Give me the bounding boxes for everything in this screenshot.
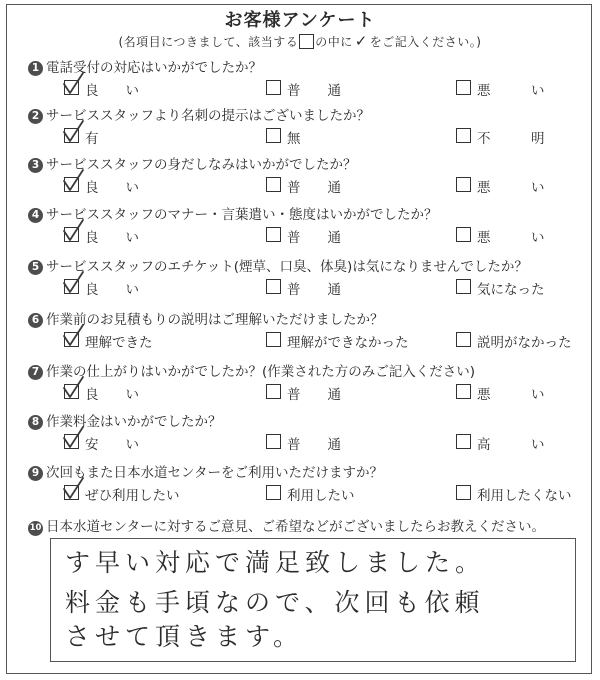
checkbox[interactable] — [456, 177, 471, 192]
checkbox[interactable] — [266, 279, 281, 294]
handwritten-check-icon — [61, 477, 85, 501]
option-label: 悪 い — [477, 180, 545, 196]
option-label: 良 い — [85, 180, 139, 196]
instruction-middle: の中に — [315, 35, 353, 49]
instruction-before: (名項目につきまして、該当する — [118, 35, 299, 49]
option-label: 悪 い — [477, 230, 545, 246]
option-label: 無 — [287, 131, 301, 147]
checkbox[interactable] — [266, 227, 281, 242]
question-7 — [28, 360, 588, 412]
question-text: サービススタッフより名刺の提示はございましたか？ — [46, 108, 370, 124]
checkbox[interactable] — [456, 128, 471, 143]
question-8 — [28, 410, 588, 462]
question-line — [28, 255, 528, 275]
question-number-badge: 10 — [28, 521, 43, 536]
checked-checkbox[interactable] — [64, 332, 79, 347]
question-1 — [28, 56, 588, 108]
checkbox[interactable] — [456, 434, 471, 449]
option-label: 良 い — [85, 230, 139, 246]
handwritten-check-icon — [61, 271, 85, 295]
question-text: 作業料金はいかがでしたか？ — [46, 414, 222, 430]
handwritten-check-icon — [61, 169, 85, 193]
handwritten-check-icon — [61, 219, 85, 243]
checked-checkbox[interactable] — [64, 384, 79, 399]
question-text: 電話受付の対応はいかがでしたか？ — [46, 60, 262, 76]
checkbox[interactable] — [266, 177, 281, 192]
option-label: 普 通 — [287, 437, 341, 453]
checkbox[interactable] — [266, 128, 281, 143]
question-6 — [28, 308, 588, 360]
question-5 — [28, 255, 588, 307]
option-label: 悪 い — [477, 83, 545, 99]
question-number-badge: 3 — [28, 158, 43, 173]
checkbox-sample-icon — [299, 34, 314, 49]
handwritten-check-icon — [61, 72, 85, 96]
comment-box[interactable] — [50, 538, 576, 662]
option-label: 良 い — [85, 83, 139, 99]
option-label: 利用したい — [287, 488, 355, 504]
option-label: 普 通 — [287, 180, 341, 196]
check-mark-icon: ✓ — [354, 32, 368, 50]
question-text: 次回もまた日本水道センターをご利用いただけますか？ — [46, 465, 383, 481]
handwritten-check-icon — [61, 426, 85, 450]
checked-checkbox[interactable] — [64, 80, 79, 95]
question-4 — [28, 203, 588, 255]
handwritten-comment-line: させて頂きます。 — [65, 622, 304, 651]
checkbox[interactable] — [456, 279, 471, 294]
checked-checkbox[interactable] — [64, 279, 79, 294]
handwritten-check-icon — [61, 376, 85, 400]
question-number-badge: 8 — [28, 415, 43, 430]
question-text: 作業前のお見積もりの説明はご理解いただけましたか？ — [46, 312, 384, 328]
option-label: 説明がなかった — [477, 335, 572, 351]
checked-checkbox[interactable] — [64, 434, 79, 449]
checkbox[interactable] — [266, 434, 281, 449]
option-label: 普 通 — [287, 230, 341, 246]
question-10 — [28, 515, 545, 536]
question-text: 作業の仕上がりはいかがでしたか？(作業された方のみご記入ください) — [46, 364, 476, 380]
question-number-badge: 9 — [28, 466, 43, 481]
checkbox[interactable] — [456, 384, 471, 399]
question-text: サービススタッフのエチケット(煙草、口臭、体臭)は気になりませんでしたか？ — [46, 259, 528, 275]
checkbox[interactable] — [266, 332, 281, 347]
option-label: 不 明 — [477, 131, 545, 147]
option-label: 安 い — [85, 437, 139, 453]
question-number-badge: 1 — [28, 61, 43, 76]
survey-title: お客様アンケート — [224, 10, 376, 31]
handwritten-comment-line: す早い対応で満足致しました。 — [65, 548, 486, 577]
checkbox[interactable] — [456, 227, 471, 242]
question-line — [28, 360, 475, 380]
instruction-after: をご記入ください。) — [369, 35, 482, 49]
checked-checkbox[interactable] — [64, 128, 79, 143]
checkbox[interactable] — [266, 80, 281, 95]
question-3 — [28, 153, 588, 205]
question-line — [28, 203, 438, 223]
question-number-badge: 7 — [28, 365, 43, 380]
question-number-badge: 6 — [28, 313, 43, 328]
option-label: 理解ができなかった — [287, 335, 409, 351]
handwritten-check-icon — [61, 120, 85, 144]
question-2 — [28, 104, 588, 156]
option-label: 普 通 — [287, 83, 341, 99]
checkbox[interactable] — [456, 80, 471, 95]
checkbox[interactable] — [456, 485, 471, 500]
option-label: 気になった — [477, 282, 545, 298]
question-number-badge: 2 — [28, 109, 43, 124]
question-line — [28, 410, 222, 430]
handwritten-check-icon — [61, 324, 85, 348]
instruction-text — [0, 32, 600, 50]
handwritten-comment-line: 料金も手頃なので、次回も依頼 — [65, 588, 485, 617]
question-text: サービススタッフのマナー・言葉遣い・態度はいかがでしたか？ — [46, 207, 438, 223]
option-label: 普 通 — [287, 282, 341, 298]
option-label: 良 い — [85, 387, 139, 403]
question-text: 日本水道センターに対するご意見、ご希望などがございましたらお教えください。 — [46, 519, 545, 535]
option-label: 高 い — [477, 437, 545, 453]
question-number-badge: 5 — [28, 260, 43, 275]
option-label: 悪 い — [477, 387, 545, 403]
option-label: 利用したくない — [477, 488, 572, 504]
question-text: サービススタッフの身だしなみはいかがでしたか？ — [46, 157, 357, 173]
checkbox[interactable] — [266, 485, 281, 500]
option-label: 良 い — [85, 282, 139, 298]
option-label: 理解できた — [85, 335, 153, 351]
checked-checkbox[interactable] — [64, 485, 79, 500]
checked-checkbox[interactable] — [64, 177, 79, 192]
option-label: 普 通 — [287, 387, 341, 403]
checkbox[interactable] — [266, 384, 281, 399]
option-label: ぜひ利用したい — [85, 488, 180, 504]
checked-checkbox[interactable] — [64, 227, 79, 242]
question-number-badge: 4 — [28, 208, 43, 223]
option-label: 有 — [85, 131, 99, 147]
question-9 — [28, 461, 588, 513]
checkbox[interactable] — [456, 332, 471, 347]
